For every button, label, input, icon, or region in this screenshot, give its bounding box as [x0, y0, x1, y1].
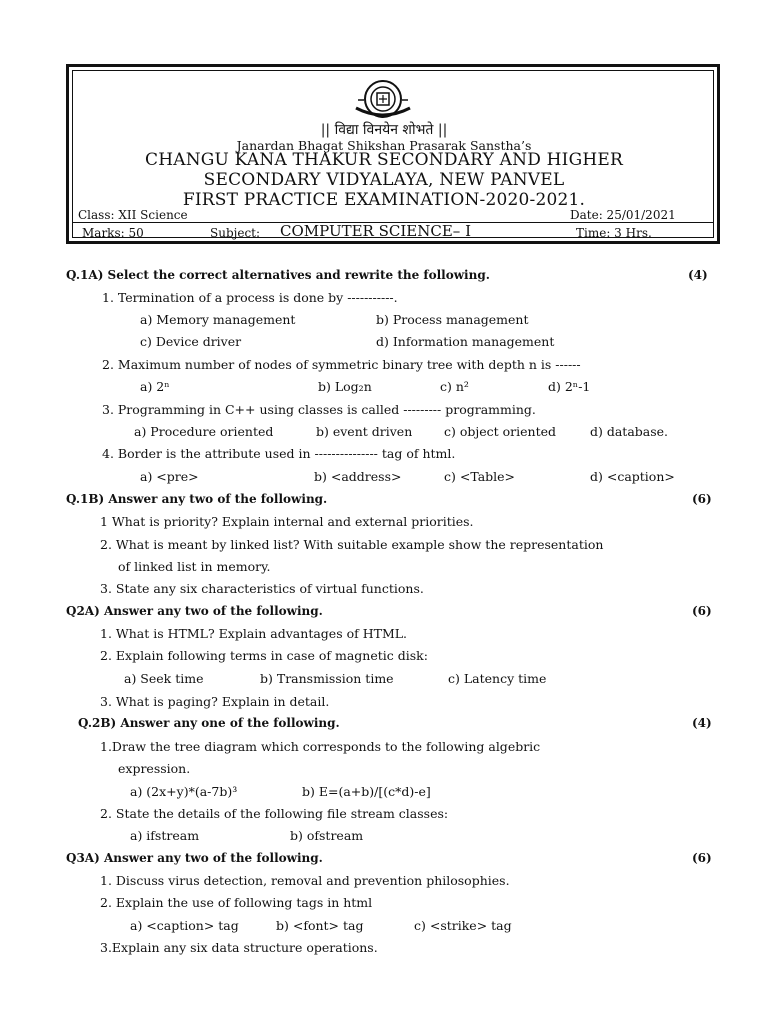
q1a-item-3-option-c: c) object oriented	[444, 424, 557, 439]
q1b-item-3: 3. State any six characteristics of virtual functions.	[100, 581, 424, 596]
q2b-expr-a: a) (2x+y)*(a-7b)³	[130, 784, 238, 799]
q1a-item-2-option-d: d) 2ⁿ-1	[548, 379, 591, 394]
sanstha-name: Janardan Bhagat Shikshan Prasarak Sanstha’s	[236, 138, 532, 153]
school-name-line2: SECONDARY VIDYALAYA, NEW PANVEL	[203, 170, 565, 190]
subject-name: COMPUTER SCIENCE– I	[280, 222, 471, 240]
q2b-expr-b: b) E=(a+b)/[(c*d)-e]	[302, 784, 431, 799]
q1b-item-1: 1 What is priority? Explain internal and external priorities.	[100, 514, 474, 529]
q1a-item-4: 4. Border is the attribute used in --------------- tag of html.	[102, 446, 456, 461]
motto: || विद्या विनयेन शोभते ||	[320, 122, 448, 138]
q3a-item-3: 3.Explain any six data structure operations.	[100, 940, 378, 955]
q2a-option-a: a) Seek time	[124, 671, 204, 686]
q1a-item-1-option-a: a) Memory management	[140, 312, 296, 327]
q1b-item-2-cont: of linked list in memory.	[118, 559, 271, 574]
q2a-option-b: b) Transmission time	[260, 671, 394, 686]
q1a-item-1-option-d: d) Information management	[376, 334, 555, 349]
q3a-marks: (6)	[692, 851, 712, 865]
q2b-stream-b: b) ofstream	[290, 828, 364, 843]
class-label: Class: XII Science	[78, 208, 188, 222]
q1a-item-4-option-a: a) <pre>	[140, 469, 199, 484]
school-emblem-icon	[348, 78, 418, 120]
q2b-marks: (4)	[692, 716, 712, 730]
q2b-heading: Q.2B) Answer any one of the following.	[78, 716, 340, 730]
marks-label: Marks: 50	[82, 226, 144, 240]
q1a-item-4-option-c: c) <Table>	[444, 469, 516, 484]
q3a-heading: Q3A) Answer any two of the following.	[66, 851, 323, 865]
q1a-item-4-option-d: d) <caption>	[590, 469, 675, 484]
q2a-item-3: 3. What is paging? Explain in detail.	[100, 694, 330, 709]
exam-title: FIRST PRACTICE EXAMINATION-2020-2021.	[182, 190, 586, 210]
q1a-item-1-option-c: c) Device driver	[140, 334, 242, 349]
time-label: Time: 3 Hrs.	[576, 226, 652, 240]
q3a-option-c: c) <strike> tag	[414, 918, 512, 933]
q2a-marks: (6)	[692, 604, 712, 618]
q2b-item-1-cont: expression.	[118, 761, 191, 776]
q2a-item-1: 1. What is HTML? Explain advantages of HTML.	[100, 626, 408, 641]
q2b-stream-a: a) ifstream	[130, 828, 200, 843]
q1a-item-1: 1. Termination of a process is done by -----------.	[102, 290, 398, 305]
subject-label: Subject:	[210, 226, 261, 240]
q1a-item-3-option-b: b) event driven	[316, 424, 413, 439]
q3a-item-1: 1. Discuss virus detection, removal and prevention philosophies.	[100, 873, 510, 888]
q1a-heading: Q.1A) Select the correct alternatives and rewrite the following.	[66, 268, 490, 282]
q1b-heading: Q.1B) Answer any two of the following.	[66, 492, 328, 506]
q3a-option-a: a) <caption> tag	[130, 918, 239, 933]
q1a-item-2-option-c: c) n²	[440, 379, 469, 394]
q3a-item-2: 2. Explain the use of following tags in html	[100, 895, 373, 910]
q1a-item-2-option-b: b) Log₂n	[318, 379, 372, 394]
q2a-heading: Q2A) Answer any two of the following.	[66, 604, 323, 618]
q1a-item-3-option-d: d) database.	[590, 424, 669, 439]
q1a-item-3-option-a: a) Procedure oriented	[134, 424, 274, 439]
q3a-option-b: b) <font> tag	[276, 918, 364, 933]
q2b-item-1: 1.Draw the tree diagram which corresponds to the following algebric	[100, 739, 541, 754]
q1a-item-2: 2. Maximum number of nodes of symmetric binary tree with depth n is ------	[102, 357, 581, 372]
q1a-item-4-option-b: b) <address>	[314, 469, 402, 484]
q2a-item-2: 2. Explain following terms in case of magnetic disk:	[100, 648, 428, 663]
date-label: Date: 25/01/2021	[570, 208, 676, 222]
q1a-item-2-option-a: a) 2ⁿ	[140, 379, 170, 394]
q1b-item-2: 2. What is meant by linked list? With suitable example show the representation	[100, 537, 604, 552]
q1a-item-3: 3. Programming in C++ using classes is called --------- programming.	[102, 402, 536, 417]
school-name-line1: CHANGU KANA THAKUR SECONDARY AND HIGHER	[144, 150, 624, 170]
q1a-item-1-option-b: b) Process management	[376, 312, 529, 327]
q1b-marks: (6)	[692, 492, 712, 506]
q2b-item-2: 2. State the details of the following file stream classes:	[100, 806, 449, 821]
q1a-marks: (4)	[688, 268, 708, 282]
q2a-option-c: c) Latency time	[448, 671, 547, 686]
